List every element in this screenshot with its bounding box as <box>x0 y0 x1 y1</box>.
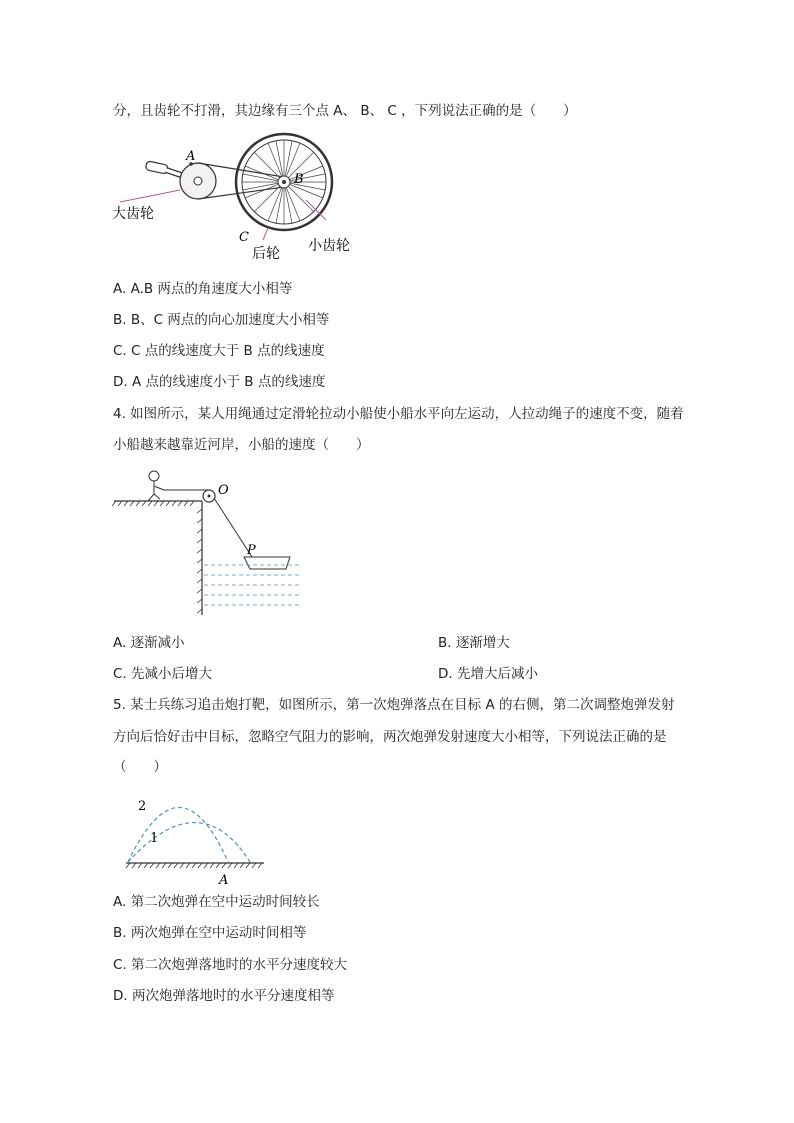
q3-label-rear-wheel: 后轮 <box>252 246 280 262</box>
q3-label-b: B <box>294 172 304 187</box>
q3-label-small-gear: 小齿轮 <box>308 238 350 254</box>
q3-label-a: A <box>186 149 196 164</box>
q5-label-2: 2 <box>138 799 147 814</box>
q4-boat-figure <box>110 465 310 620</box>
q4-option-d: D. 先增大后减小 <box>438 666 538 682</box>
q4-stem-line1: 4. 如图所示，某人用绳通过定滑轮拉动小船使小船水平向左运动，人拉动绳子的速度不变，随着 <box>113 406 684 422</box>
q3-bicycle-figure <box>108 130 358 265</box>
q3-option-a: A. A.B 两点的角速度大小相等 <box>113 281 293 297</box>
q4-label-p: P <box>247 543 256 558</box>
q3-option-b: B. B、C 两点的向心加速度大小相等 <box>113 312 330 328</box>
q5-stem-line1: 5. 某士兵练习追击炮打靶，如图所示，第一次炮弹落点在目标 A 的右侧，第二次调整炮弹发射 <box>113 697 675 713</box>
q4-option-c: C. 先减小后增大 <box>113 666 213 682</box>
q5-option-b: B. 两次炮弹在空中运动时间相等 <box>113 925 307 941</box>
q4-stem-line2: 小船越来越靠近河岸，小船的速度（ ） <box>113 437 370 453</box>
q3-label-big-gear: 大齿轮 <box>112 206 154 222</box>
q3-label-c: C <box>239 230 249 245</box>
q5-trajectory-figure <box>118 778 278 888</box>
q5-stem-line3: （ ） <box>113 759 167 775</box>
q5-option-c: C. 第二次炮弹落地时的水平分速度较大 <box>113 957 348 973</box>
q5-option-a: A. 第二次炮弹在空中运动时间较长 <box>113 894 320 910</box>
q4-label-o: O <box>218 483 229 498</box>
q3-stem: 分，且齿轮不打滑，其边缘有三个点 A、 B、 C ，下列说法正确的是（ ） <box>113 103 577 119</box>
q5-label-a: A <box>219 873 229 888</box>
q3-option-d: D. A 点的线速度小于 B 点的线速度 <box>113 374 326 390</box>
q3-option-c: C. C 点的线速度大于 B 点的线速度 <box>113 343 325 359</box>
q5-stem-line2: 方向后恰好击中目标，忽略空气阻力的影响，两次炮弹发射速度大小相等，下列说法正确的是 <box>113 729 667 745</box>
q5-label-1: 1 <box>150 831 159 846</box>
q4-option-a: A. 逐渐减小 <box>113 635 185 651</box>
q4-option-b: B. 逐渐增大 <box>438 635 510 651</box>
q5-option-d: D. 两次炮弹落地时的水平分速度相等 <box>113 988 335 1004</box>
